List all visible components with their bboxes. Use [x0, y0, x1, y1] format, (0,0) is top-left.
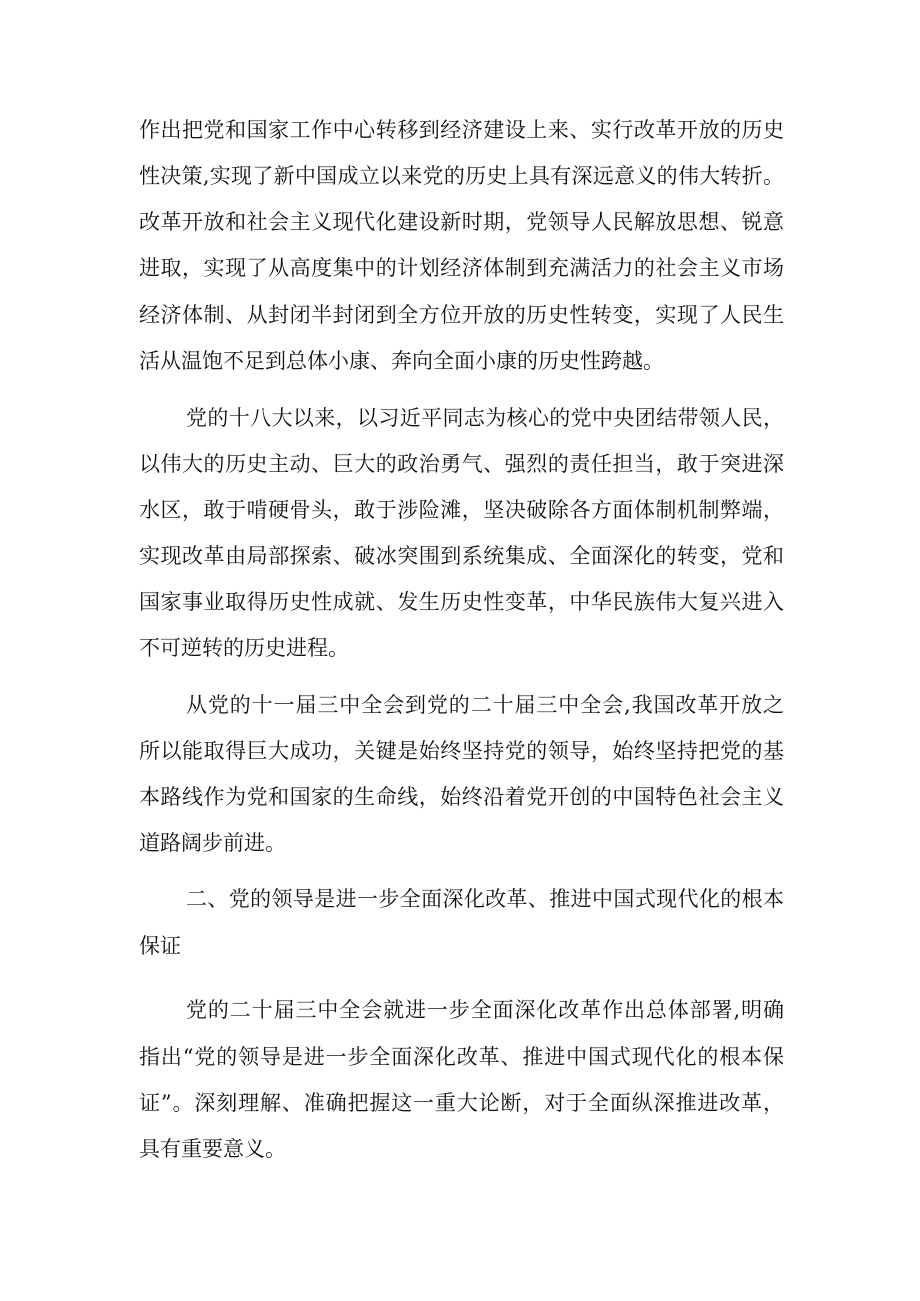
paragraph-line: 本路线作为党和国家的生命线，始终沿着党开创的中国特色社会主义	[139, 785, 784, 809]
paragraph-line: 以伟大的历史主动、巨大的政治勇气、强烈的责任担当，敢于突进深	[139, 452, 784, 476]
paragraph-line: 实现改革由局部探索、破冰突围到系统集成、全面深化的转变，党和	[139, 544, 784, 568]
paragraph-line: 道路阔步前进。	[139, 831, 286, 855]
paragraph-line: 国家事业取得历史性成就、发生历史性变革，中华民族伟大复兴进入	[139, 590, 784, 614]
paragraph-line: 党的十八大以来，以习近平同志为核心的党中央团结带领人民，	[186, 406, 784, 430]
paragraph-line: 性决策,实现了新中国成立以来党的历史上具有深远意义的伟大转折。	[139, 164, 784, 188]
paragraph-line: 水区，敢于啃硬骨头，敢于涉险滩，坚决破除各方面体制机制弊端，	[139, 498, 784, 522]
paragraph-line: 进取，实现了从高度集中的计划经济体制到充满活力的社会主义市场	[139, 256, 784, 280]
paragraph-line: 所以能取得巨大成功，关键是始终坚持党的领导，始终坚持把党的基	[139, 739, 784, 763]
paragraph-line: 不可逆转的历史进程。	[139, 636, 349, 660]
paragraph-line: 活从温饱不足到总体小康、奔向全面小康的历史性跨越。	[139, 349, 664, 373]
paragraph-line: 改革开放和社会主义现代化建设新时期，党领导人民解放思想、锐意	[139, 210, 784, 234]
paragraph-line: 作出把党和国家工作中心转移到经济建设上来、实行改革开放的历史	[139, 118, 784, 142]
paragraph-line: 党的二十届三中全会就进一步全面深化改革作出总体部署,明确	[186, 998, 784, 1022]
paragraph-line: 经济体制、从封闭半封闭到全方位开放的历史性转变，实现了人民生	[139, 303, 784, 327]
paragraph-line: 从党的十一届三中全会到党的二十届三中全会,我国改革开放之	[186, 693, 784, 717]
paragraph-line: 指出“党的领导是进一步全面深化改革、推进中国式现代化的根本保	[139, 1045, 784, 1069]
section-heading: 保证	[139, 934, 181, 958]
paragraph-line: 具有重要意义。	[139, 1137, 286, 1161]
paragraph-line: 证”。深刻理解、准确把握这一重大论断，对于全面纵深推进改革，	[139, 1091, 784, 1115]
section-heading: 二、党的领导是进一步全面深化改革、推进中国式现代化的根本	[186, 887, 784, 911]
